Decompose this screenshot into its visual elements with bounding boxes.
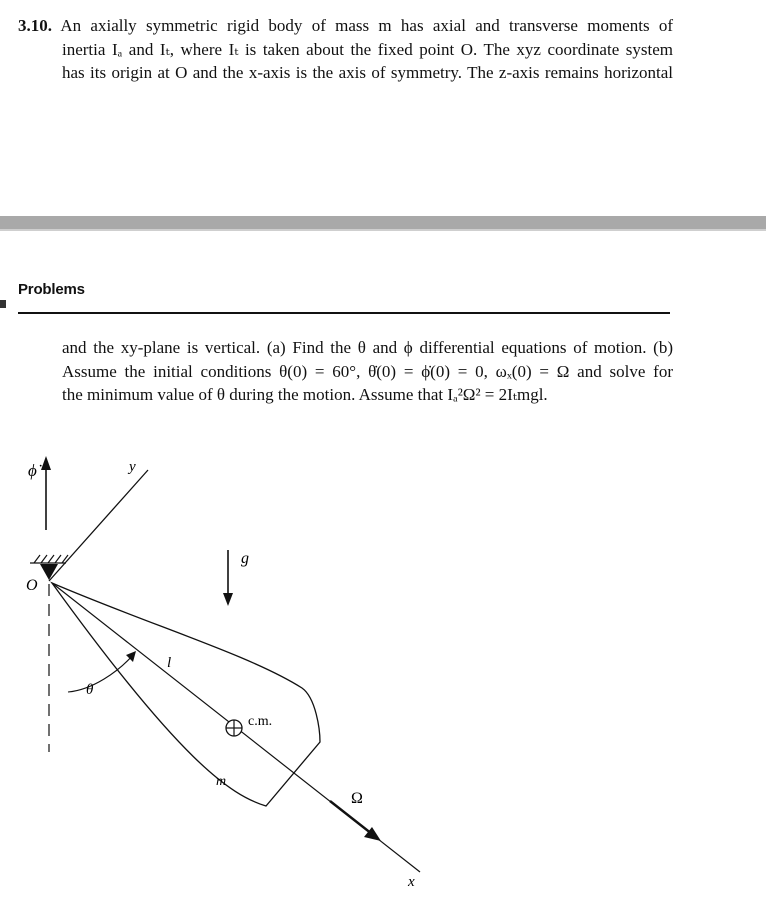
- origin-label: O: [26, 577, 38, 594]
- mass-label: m: [216, 774, 227, 789]
- phi-dot-arrow: [41, 456, 51, 530]
- continuation-line-3: the minimum value of θ during the motion. Assume that Iₐ²Ω² = 2Iₜmgl.: [62, 385, 548, 404]
- problem-statement: [18, 14, 673, 85]
- page-break-band: [0, 216, 766, 230]
- support-hatch: [30, 555, 68, 563]
- problem-line-2: inertia Iₐ and Iₜ, where Iₜ is taken about the fixed point O. The xyz coordinate system: [62, 39, 673, 59]
- problem-line-3: has its origin at O and the x-axis is the axis of symmetry. The z-axis remains horizontal: [62, 63, 673, 82]
- gravity-label: g: [241, 550, 249, 567]
- theta-arc: [68, 655, 133, 692]
- page-marker: [0, 300, 6, 308]
- length-label: l: [167, 655, 172, 671]
- page-break-edge: [0, 229, 766, 231]
- center-of-mass-icon: [226, 720, 242, 736]
- theta-label: θ: [86, 682, 94, 698]
- heading-rule: [18, 312, 670, 314]
- problem-number: 3.10.: [18, 16, 52, 35]
- cm-label: c.m.: [248, 714, 273, 729]
- continuation-line-1: and the xy-plane is vertical. (a) Find the θ and ϕ differential equations of motion. (b): [62, 338, 673, 357]
- x-axis-label: x: [408, 874, 415, 890]
- problem-continuation: [62, 336, 673, 407]
- omega-label: Ω: [351, 790, 363, 807]
- section-heading: Problems: [18, 281, 85, 298]
- rigid-body-figure: [0, 440, 766, 900]
- y-axis: [49, 470, 148, 581]
- y-axis-label: y: [129, 459, 136, 475]
- pivot-O: [40, 564, 58, 580]
- continuation-line-2: Assume the initial conditions θ(0) = 60°, θ̇(0) = ϕ̇(0) = 0, ωₓ(0) = Ω and solve for: [62, 361, 673, 381]
- gravity-arrow: [223, 550, 233, 606]
- problem-line-1: An axially symmetric rigid body of mass m has axial and transverse moments of: [60, 16, 674, 35]
- phi-dot-label: ϕ̇: [28, 461, 37, 480]
